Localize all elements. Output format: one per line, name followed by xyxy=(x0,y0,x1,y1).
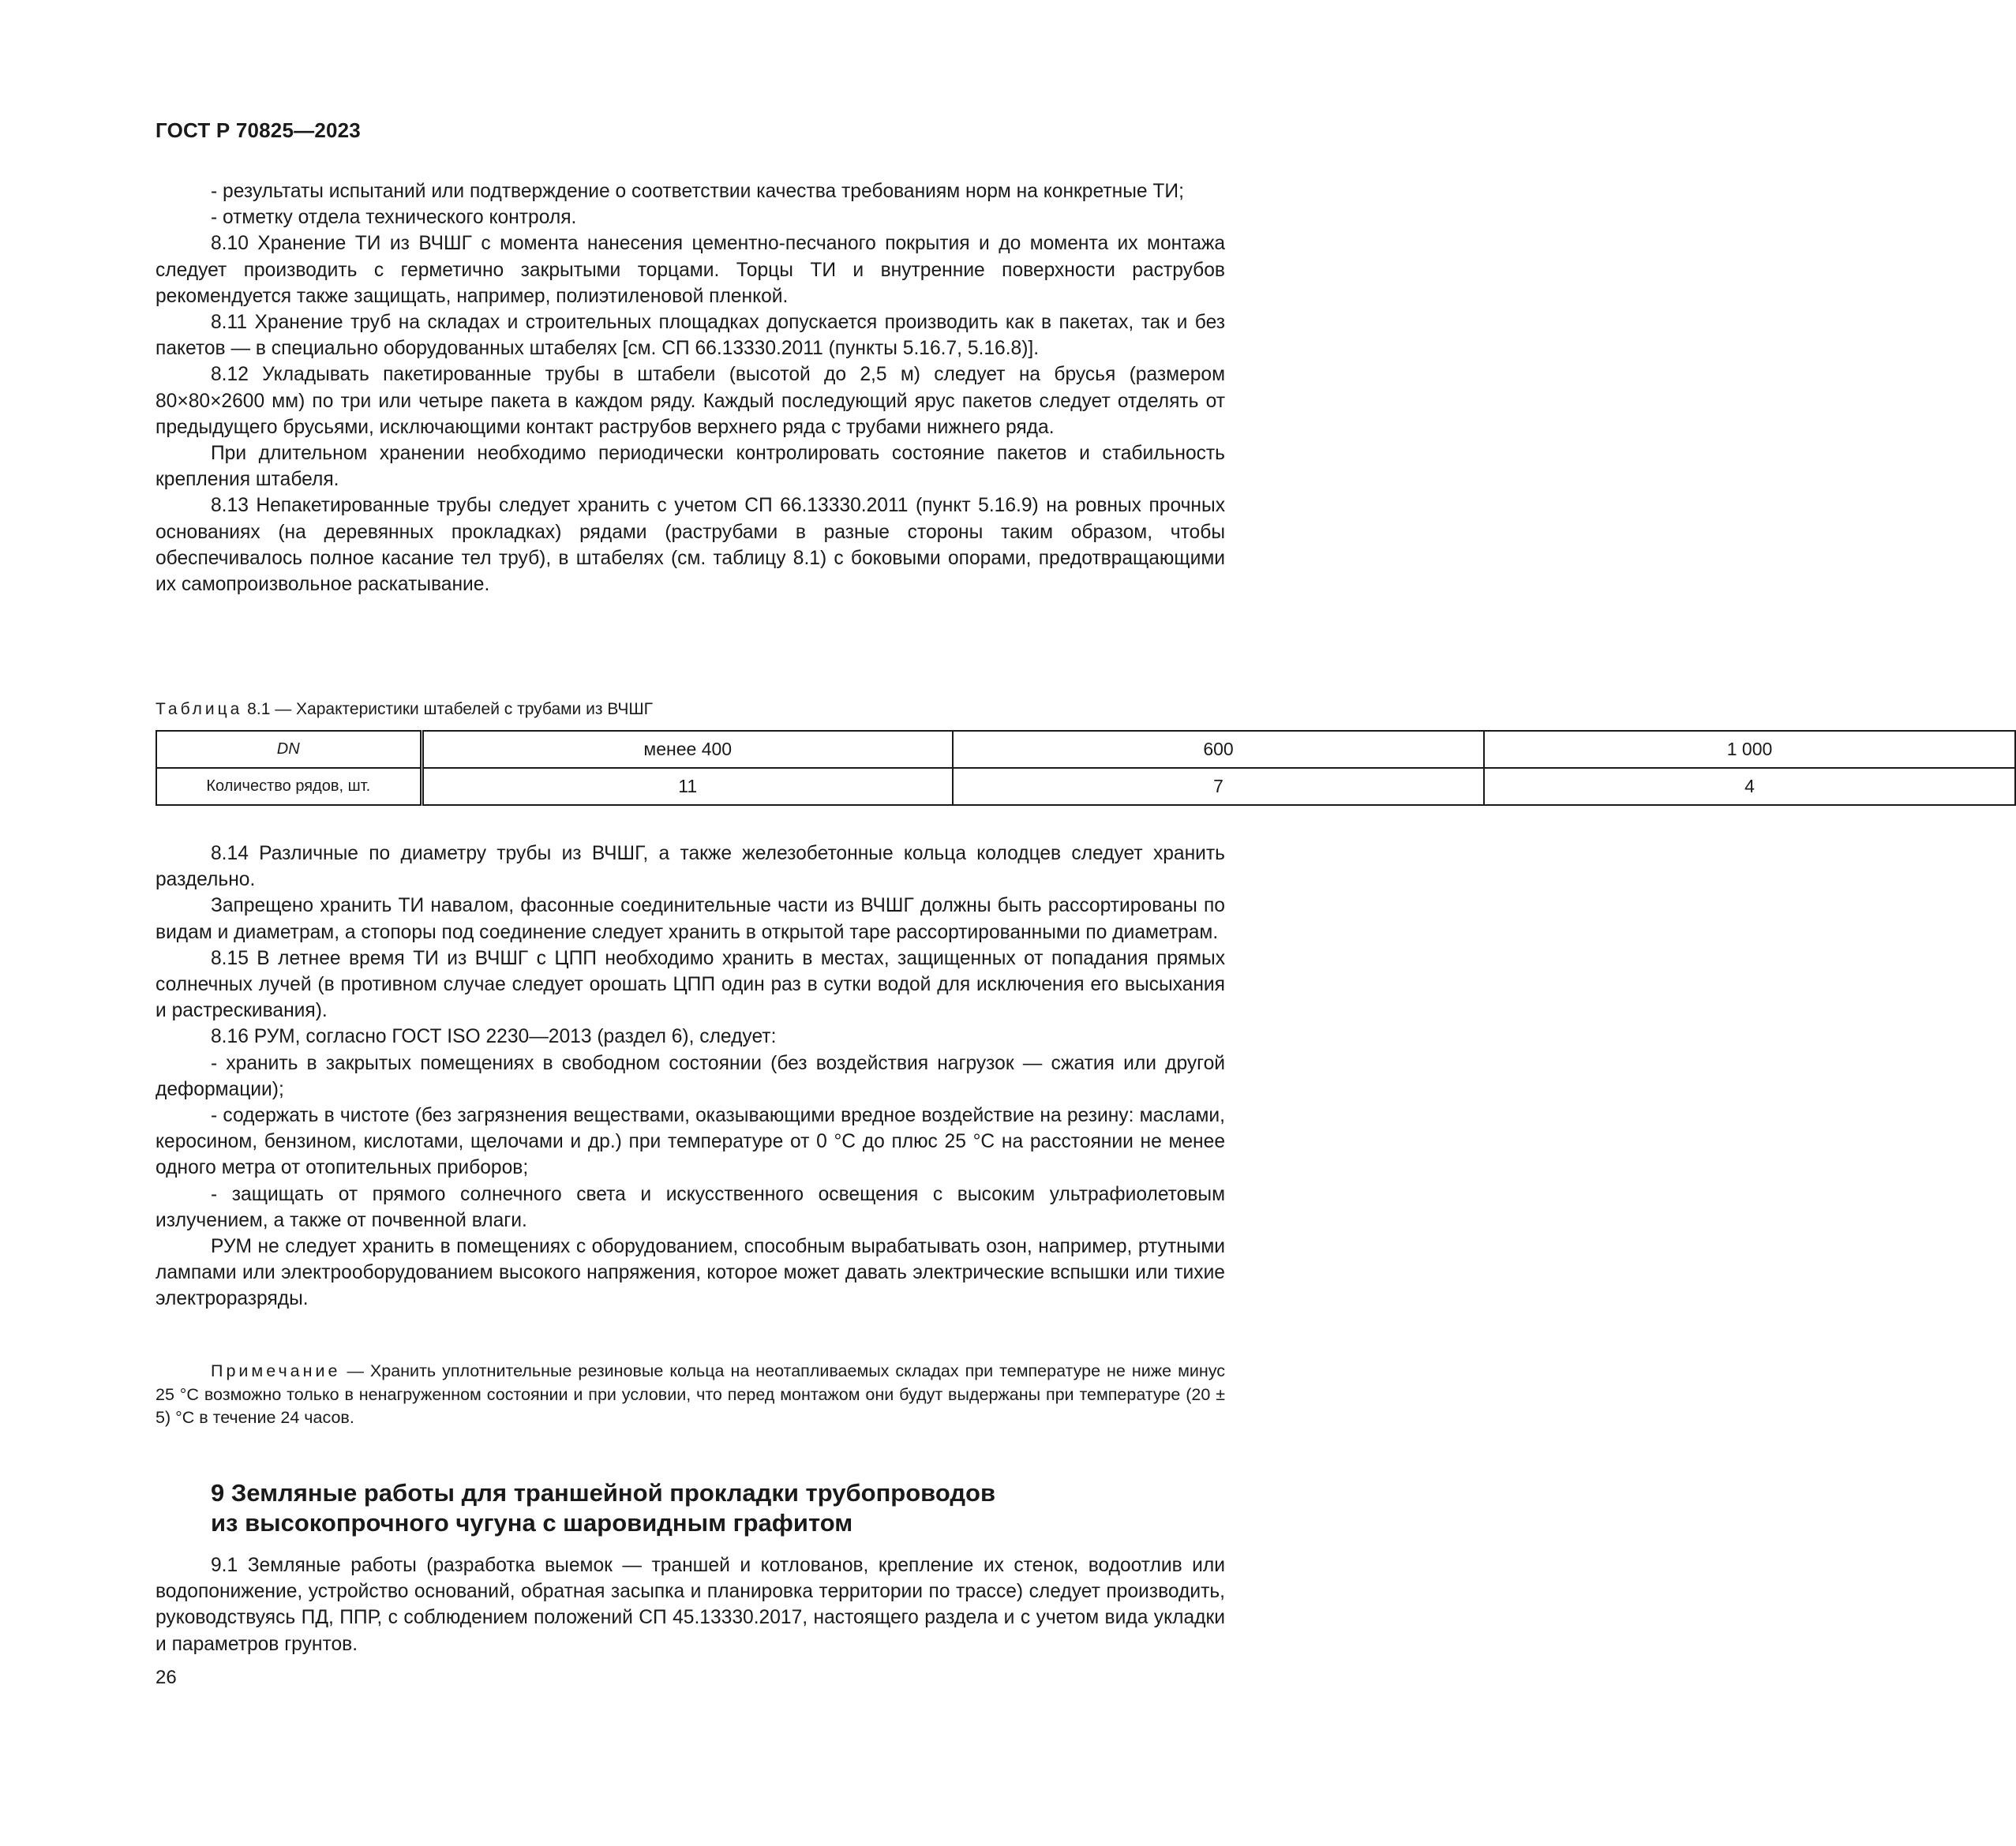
document-code: ГОСТ Р 70825—2023 xyxy=(156,118,361,142)
pile-characteristics-table xyxy=(156,730,2016,806)
table-cell: DN xyxy=(156,731,422,768)
note xyxy=(156,1360,1225,1430)
section-heading-line: из высокопрочного чугуна с шаровидным графитом xyxy=(211,1509,853,1537)
table-cell: менее 400 xyxy=(422,731,953,768)
paragraph: - отметку отдела технического контроля. xyxy=(211,207,577,229)
section-heading-line: 9 Земляные работы для траншейной прокладки трубопроводов xyxy=(211,1479,996,1507)
table-cell: 600 xyxy=(953,731,1484,768)
table-cell: 11 xyxy=(422,768,953,805)
paragraph: При длительном хранении необходимо периодически контролировать состояние пакетов и стабильность крепления штабеля. xyxy=(156,443,1225,491)
body-text-middle xyxy=(156,841,1225,1312)
note-label: Примечание xyxy=(211,1361,341,1380)
table-cell: 7 xyxy=(953,768,1484,805)
paragraph: РУМ не следует хранить в помещениях с оборудованием, способным вырабатывать озон, например, ртутными лампами или электрооборудованием высокого напряжения, которое может давать электрические вспышки или тихие электроразряды. xyxy=(156,1236,1225,1310)
paragraph: 9.1 Земляные работы (разработка выемок — траншей и котлованов, крепление их стенок, водоотлив или водопонижение, устройство оснований, обратная засыпка и планировка территории по трассе) следует производить, руководствуясь ПД, ППР, с соблюдением положений СП 45.13330.2017, настоящего раздела и с учетом вида укладки и параметров грунтов. xyxy=(156,1555,1225,1655)
table-block xyxy=(156,698,1773,806)
paragraph: 8.16 РУМ, согласно ГОСТ ISO 2230—2013 (раздел 6), следует: xyxy=(211,1026,777,1048)
table-cell: Количество рядов, шт. xyxy=(156,768,422,805)
page-number: 26 xyxy=(156,1667,177,1688)
paragraph: 8.10 Хранение ТИ из ВЧШГ с момента нанесения цементно-песчаного покрытия и до момента их монтажа следует производить с герметично закрытыми торцами. Торцы ТИ и внутренние поверхности раструбов рекомендуется также защищать, например, полиэтиленовой пленкой. xyxy=(156,233,1225,307)
paragraph: - хранить в закрытых помещениях в свободном состоянии (без воздействия нагрузок — сжатия или другой деформации); xyxy=(156,1052,1225,1100)
table-row xyxy=(156,768,2015,805)
paragraph: - результаты испытаний или подтверждение о соответствии качества требованиям норм на конкретные ТИ; xyxy=(211,181,1184,202)
paragraph: 8.12 Укладывать пакетированные трубы в штабели (высотой до 2,5 м) следует на брусья (размером 80×80×2600 мм) по три или четыре пакета в каждом ряду. Каждый последующий ярус пакетов следует отделять от предыдущего брусьями, исключающими контакт раструбов верхнего ряда с трубами нижнего ряда. xyxy=(156,364,1225,438)
table-cell: 1 000 xyxy=(1484,731,2015,768)
body-text-top xyxy=(156,178,1225,597)
table-header-row xyxy=(156,731,2015,768)
paragraph: 8.11 Хранение труб на складах и строительных площадках допускается производить как в пакетах, так и без пакетов — в специально оборудованных штабелях [см. СП 66.13330.2011 (пункты 5.16.7, 5.16.8)]. xyxy=(156,312,1225,360)
table-caption-text: 8.1 — Характеристики штабелей с трубами из ВЧШГ xyxy=(242,700,653,718)
table-caption-prefix: Таблица xyxy=(156,700,243,718)
body-text-bottom xyxy=(156,1552,1225,1657)
paragraph: Запрещено хранить ТИ навалом, фасонные соединительные части из ВЧШГ должны быть рассортированы по видам и диаметрам, а стопоры под соединение следует хранить в открытой таре рассортированными по диаметрам. xyxy=(156,895,1225,943)
table-cell: 4 xyxy=(1484,768,2015,805)
paragraph: - защищать от прямого солнечного света и искусственного освещения с высоким ультрафиолетовым излучением, а также от почвенной влаги. xyxy=(156,1183,1225,1231)
section-heading xyxy=(211,1478,1225,1538)
paragraph: 8.15 В летнее время ТИ из ВЧШГ с ЦПП необходимо хранить в местах, защищенных от попадания прямых солнечных лучей (в противном случае следует орошать ЦПП один раз в сутки водой для исключения его высыхания и растрескивания). xyxy=(156,947,1225,1022)
paragraph: - содержать в чистоте (без загрязнения веществами, оказывающими вредное воздействие на резину: маслами, керосином, бензином, кислотами, щелочами и др.) при температуре от 0 °С до плюс 25 °С на расстоянии не менее одного метра от отопительных приборов; xyxy=(156,1105,1225,1179)
paragraph: 8.14 Различные по диаметру трубы из ВЧШГ, а также железобетонные кольца колодцев следует хранить раздельно. xyxy=(156,843,1225,891)
paragraph: 8.13 Непакетированные трубы следует хранить с учетом СП 66.13330.2011 (пункт 5.16.9) на ровных прочных основаниях (на деревянных прокладках) рядами (раструбами в разные стороны таким образом, чтобы обеспечивалось полное касание тел труб), в штабелях (см. таблицу 8.1) с боковыми опорами, предотвращающими их самопроизвольное раскатывание. xyxy=(156,495,1225,596)
table-caption xyxy=(156,698,1225,721)
note-text: — Хранить уплотнительные резиновые кольца на неотапливаемых складах при температуре не ниже минус 25 °С возможно только в ненагруженном состоянии и при условии, что перед монтажом они будут выдержаны при температуре (20 ± 5) °С в течение 24 часов. xyxy=(156,1361,1225,1427)
